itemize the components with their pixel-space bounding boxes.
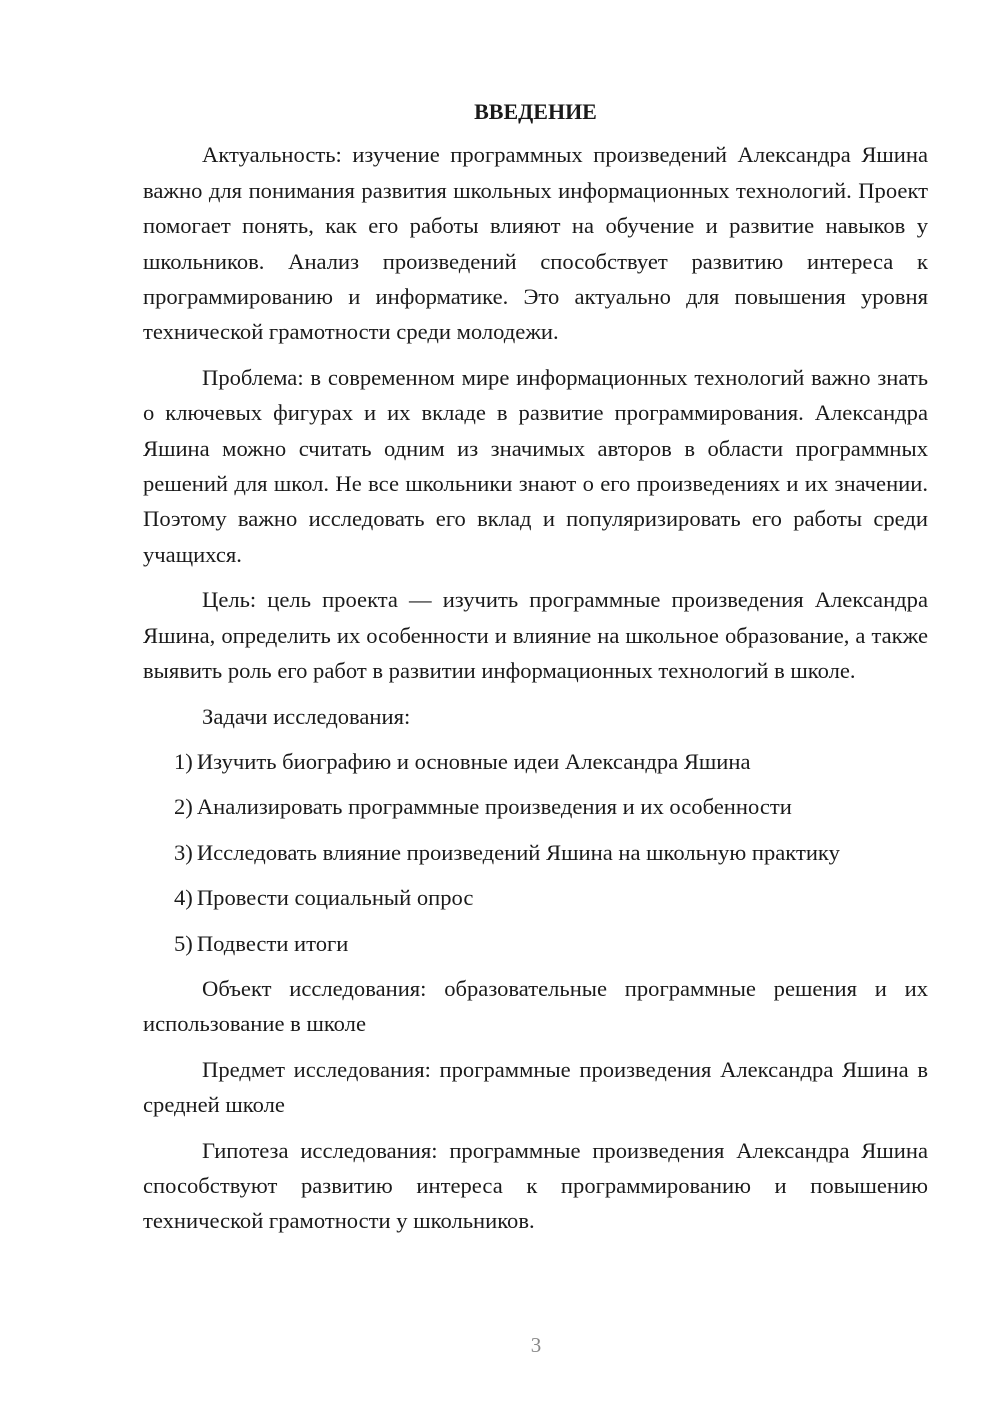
task-number: 2) <box>174 794 193 820</box>
paragraph-problem: Проблема: в современном мире информационных технологий важно знать о ключевых фигурах и их вкладе в развитие программирования. Александра Яшина можно считать одним из значимых авторов в области программных решений для школ. Не все школьники знают о его произведениях и их значении. Поэтому важно исследовать его вклад и популяризировать его работы среди учащихся. <box>143 364 928 567</box>
task-text: Подвести итоги <box>196 930 349 956</box>
task-text: Исследовать влияние произведений Яшина на школьную практику <box>196 839 840 865</box>
task-text: Провести социальный опрос <box>196 885 474 911</box>
paragraph-subject: Предмет исследования: программные произведения Александра Яшина в средней школе <box>143 1056 928 1118</box>
task-number: 4) <box>174 885 193 911</box>
task-number: 1) <box>174 748 193 774</box>
task-number: 3) <box>174 839 193 865</box>
paragraph-goal: Цель: цель проекта — изучить программные произведения Александра Яшина, определить их особенности и влияние на школьное образование, а также выявить роль его работ в развитии информационных технологий в школе. <box>143 587 928 684</box>
page-number: 3 <box>530 1333 542 1357</box>
list-item <box>143 880 928 915</box>
task-text: Анализировать программные произведения и их особенности <box>196 794 792 820</box>
list-item <box>143 789 928 824</box>
tasks-heading: Задачи исследования: <box>202 703 411 729</box>
list-item <box>143 835 928 870</box>
tasks-list <box>143 744 928 961</box>
task-number: 5) <box>174 930 193 956</box>
list-item <box>143 744 928 779</box>
list-item <box>143 926 928 961</box>
document-page <box>143 94 928 1239</box>
paragraph-relevance: Актуальность: изучение программных произведений Александра Яшина важно для понимания развития школьных информационных технологий. Проект помогает понять, как его работы влияют на обучение и развитие навыков у школьников. Анализ произведений способствует развитию интереса к программированию и информатике. Это актуально для повышения уровня технической грамотности среди молодежи. <box>143 142 928 345</box>
page-title: ВВЕДЕНИЕ <box>474 99 597 124</box>
task-text: Изучить биографию и основные идеи Александра Яшина <box>196 748 751 774</box>
paragraph-hypothesis: Гипотеза исследования: программные произведения Александра Яшина способствуют развитию интереса к программированию и повышению технической грамотности у школьников. <box>143 1137 928 1234</box>
paragraph-object: Объект исследования: образовательные программные решения и их использование в школе <box>143 975 928 1037</box>
